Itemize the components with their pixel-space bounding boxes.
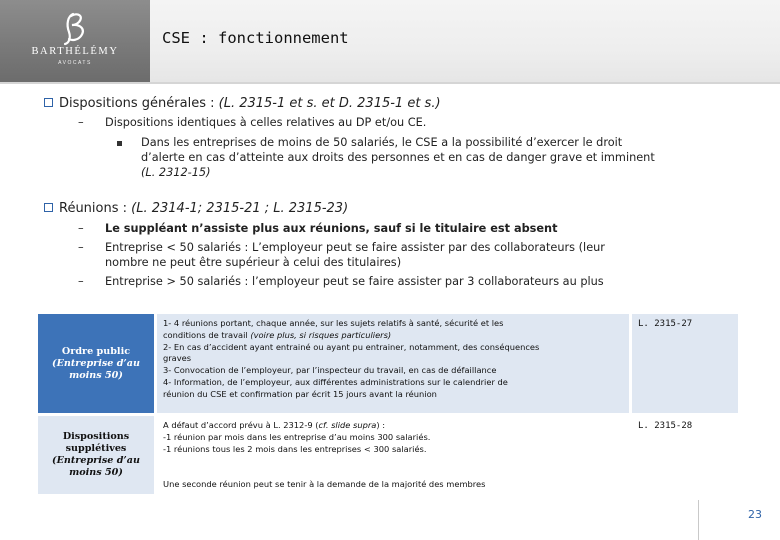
section-meetings bbox=[44, 201, 348, 216]
page-number: 23 bbox=[748, 508, 762, 521]
section-general-ref: (L. 2315-1 et s. et D. 2315-1 et s.) bbox=[218, 96, 441, 111]
row1-content-cell bbox=[157, 314, 629, 413]
section-general-heading: Dispositions générales : bbox=[59, 96, 219, 111]
row2-line-2: -1 réunion par mois dans les entreprise d’au moins 300 salariés. bbox=[163, 431, 431, 442]
general-subpoint-line-2: d’alerte en cas d’atteinte aux droits des personnes et en cas de danger grave et imminent bbox=[141, 151, 655, 164]
meetings-point-2-line-1: Entreprise < 50 salariés : L’employeur peut se faire assister par des collaborateurs (leur bbox=[105, 241, 605, 254]
row1-ref-cell bbox=[632, 314, 738, 413]
row2-label-subtitle: (Entreprise d’au moins 50) bbox=[52, 455, 140, 478]
meetings-point-3: Entreprise > 50 salariés : l’employeur peut se faire assister par 3 collaborateurs au plus bbox=[105, 275, 604, 288]
general-point-1: Dispositions identiques à celles relatives au DP et/ou CE. bbox=[105, 116, 427, 129]
section-meetings-ref: (L. 2314-1; 2315-21 ; L. 2315-23) bbox=[131, 201, 349, 216]
meetings-point-2-line-2: nombre ne peut être supérieur à celui des titulaires) bbox=[105, 256, 402, 269]
row2-line-1-a: A défaut d’accord prévu à L. 2312-9 ( bbox=[163, 420, 319, 430]
section-general bbox=[44, 96, 441, 111]
row1-label-title: Ordre public bbox=[61, 345, 131, 357]
row2-ref-cell bbox=[632, 416, 738, 494]
row1-line-4: graves bbox=[163, 353, 192, 364]
row1-line-7: réunion du CSE et confirmation par écrit 15 jours avant la réunion bbox=[163, 388, 437, 399]
row1-line-5: 3- Convocation de l’employeur, par l’inspecteur du travail, en cas de défaillance bbox=[163, 365, 497, 376]
general-subpoint-ref: (L. 2312-15) bbox=[141, 166, 211, 179]
row2-label-cell bbox=[38, 416, 154, 494]
row2-ref: L. 2315-28 bbox=[638, 421, 693, 431]
row1-line-2-text: conditions de travail bbox=[163, 329, 251, 340]
dash-icon: – bbox=[78, 275, 84, 288]
checkbox-bullet-icon bbox=[44, 203, 53, 212]
checkbox-bullet-icon bbox=[44, 98, 53, 107]
header-divider bbox=[0, 82, 780, 84]
row1-label-subtitle: (Entreprise d’au moins 50) bbox=[52, 357, 140, 381]
dash-icon: – bbox=[78, 222, 84, 235]
row1-label-cell bbox=[38, 314, 154, 413]
row1-line-1: 1- 4 réunions portant, chaque année, sur les sujets relatifs à santé, sécurité et les bbox=[163, 318, 504, 328]
row1-ref: L. 2315-27 bbox=[638, 319, 693, 329]
row2-content-cell bbox=[157, 416, 629, 494]
dash-icon: – bbox=[78, 241, 84, 254]
row1-line-6: 4- Information, de l’employeur, aux différentes administrations sur le calendrier de bbox=[163, 376, 508, 387]
logo-name: BARTHÉLÉMY bbox=[31, 46, 119, 57]
row2-line-1 bbox=[163, 420, 623, 432]
dash-icon: – bbox=[78, 116, 84, 129]
row2-line-1-c: ) : bbox=[376, 420, 386, 430]
row2-line-1-b: cf. slide supra bbox=[318, 420, 377, 430]
general-subpoint-line-1: Dans les entreprises de moins de 50 salariés, le CSE a la possibilité d’exercer le droit bbox=[141, 136, 623, 149]
row2-line-3: -1 réunions tous les 2 mois dans les entreprises < 300 salariés. bbox=[163, 443, 427, 454]
logo-subtitle: AVOCATS bbox=[58, 60, 92, 66]
row1-line-3: 2- En cas d’accident ayant entrainé ou ayant pu entrainer, notamment, des conséquences bbox=[163, 341, 540, 352]
logo bbox=[0, 0, 150, 82]
row2-label-title: Dispositions supplétives bbox=[62, 431, 130, 454]
row1-line-2-italic: (voire plus, si risques particuliers) bbox=[250, 329, 392, 340]
row2-line-4: Une seconde réunion peut se tenir à la demande de la majorité des membres bbox=[163, 479, 486, 490]
square-bullet-icon bbox=[117, 141, 122, 146]
row1-line-2 bbox=[163, 330, 623, 342]
page-title: CSE : fonctionnement bbox=[162, 29, 349, 47]
page-number-frame bbox=[698, 500, 748, 540]
logo-b-icon bbox=[56, 10, 94, 46]
meetings-point-1: Le suppléant n’assiste plus aux réunions, sauf si le titulaire est absent bbox=[105, 222, 558, 235]
section-meetings-heading: Réunions : bbox=[59, 201, 132, 216]
